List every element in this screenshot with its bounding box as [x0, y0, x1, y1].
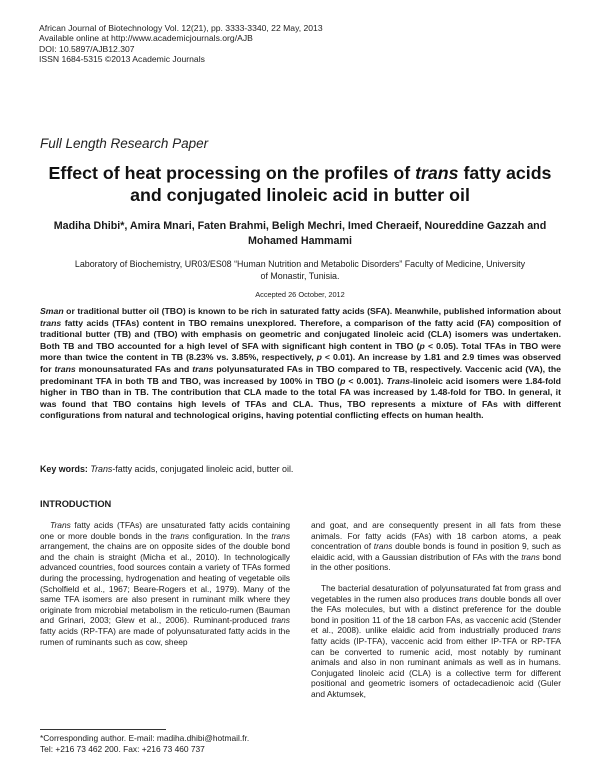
abstract-segment: p	[419, 340, 425, 351]
issn-line: ISSN 1684-5315 ©2013 Academic Journals	[39, 53, 205, 64]
text-italic: trans	[459, 593, 478, 604]
abstract-segment: trans	[192, 363, 214, 374]
intro-paragraph-continued	[311, 520, 561, 573]
abstract-segment: p	[340, 375, 346, 386]
intro-paragraph	[40, 520, 290, 647]
footnote-divider	[40, 729, 166, 730]
abstract-segment: monounsaturated FAs and	[75, 363, 193, 374]
availability-line: Available online at http://www.academicjournals.org/AJB	[39, 33, 253, 44]
abstract-segment: < 0.001).	[345, 375, 387, 386]
keywords-text: -fatty acids, conjugated linoleic acid, butter oil.	[112, 464, 294, 474]
text-segment: The bacterial desaturation of polyunsaturated fat from grass and vegetables in the rumen also produces	[311, 582, 561, 604]
text-italic: Trans	[50, 520, 71, 530]
text-segment: fatty acids (TFAs) are unsaturated fatty acids containing one or more double bonds in the	[40, 520, 290, 541]
paper-title	[40, 162, 560, 206]
abstract-segment: -linoleic acid isomers were 1.84-fold higher in TBO than in TB. The contribution that CLA made to the total FA was increased by 1.48-fold for TBO. In general, it was found that TBO contains high levels of TFAs and CLA. Thus, TBO represents a mixture of FAs with different configurations from natural and technological origins, having potential conflicting effects on human health.	[40, 375, 561, 421]
intro-paragraph	[311, 583, 561, 700]
abstract-segment: < 0.01). An increase by 1.81 and 2.9 times was observed for	[40, 352, 561, 374]
title-part-2: fatty acids and conjugated linoleic acid in butter oil	[130, 163, 552, 205]
paper-type: Full Length Research Paper	[40, 136, 209, 151]
text-italic: trans	[521, 551, 540, 562]
section-heading-introduction: INTRODUCTION	[40, 499, 112, 509]
abstract-segment: or traditional butter oil (TBO) is known to be rich in saturated fatty acids (SFA). Meanwhile, published information about	[63, 306, 561, 316]
title-part-1: Effect of heat processing on the profiles of	[48, 163, 416, 183]
journal-citation: African Journal of Biotechnology Vol. 12(21), pp. 3333-3340, 22 May, 2013	[39, 23, 323, 33]
abstract-segment: Trans	[386, 375, 410, 386]
text-segment: double bonds is found in position 9, such as elaidic acid, with a Gaussian distribution of FAs with the	[311, 541, 561, 562]
abstract-segment: p	[316, 352, 322, 363]
abstract-segment: trans	[54, 363, 76, 374]
author-list: Madiha Dhibi*, Amira Mnari, Faten Brahmi, Beligh Mechri, Imed Cheraeif, Noureddine Gazzah and Mohamed Hammami	[53, 220, 547, 247]
keywords-italic: Trans	[90, 464, 113, 474]
keywords	[40, 464, 560, 474]
abstract-segment: trans	[40, 317, 62, 328]
footnote-email: *Corresponding author. E-mail: madiha.dhibi@hotmail.fr.	[40, 733, 250, 743]
accepted-date: Accepted 26 October, 2012	[255, 290, 345, 299]
abstract-segment: < 0.05). Total TFAs in TBO were more than twice the content in TB (8.23% vs. 3.85%, respectively,	[40, 340, 562, 363]
text-segment: double bonds all over the FAs molecules, but with a distinct preference for the double bond in position 11 of the 18 carbon FAs, as vaccenic acid (Stender et al., 2008). unlike elaidic acid from industrially produced	[311, 593, 562, 636]
text-italic: trans	[542, 625, 561, 636]
text-segment: and goat, and are consequently present in all fats from these animals. For fatty acids (FAs) with 18 carbon atoms, a peak concentration of	[311, 520, 561, 552]
text-italic: trans	[271, 530, 291, 541]
footnote-phone: Tel: +216 73 462 200. Fax: +216 73 460 737	[40, 743, 205, 754]
doi-line: DOI: 10.5897/AJB12.307	[39, 43, 135, 54]
text-segment: fatty acids (IP-TFA), vaccenic acid from either IP-TFA or RP-TFA can be converted to rumenic acid, most notably by ruminant animals and also in non ruminant animals as well as in humans. Conjugated linoleic acid (CLA) is a collective term for different positional and geometric isomers of octadecadienoic acid (Guler and Aktumsek,	[311, 635, 561, 699]
abstract	[40, 306, 561, 422]
text-segment: arrangement, the chains are on opposite sides of the double bond and the chain is straight (Micha et al., 2010). In technologically advanced countries, food sources contain a variety of TFAs formed during the processing, hydrogenation and heating of vegetable oils (Scholfield et al., 1967; Beare-Rogers et al., 1979). Many of the same TFA isomers are also present in ruminant milk where they originate from microbial metabolism in the reticulo-rumen (Bauman and Grinari, 2003; Glew et al., 2006). Ruminant-produced	[40, 541, 290, 626]
abstract-segment: Sman	[40, 306, 64, 316]
corresponding-author-footnote	[40, 733, 300, 754]
keywords-label: Key words:	[40, 464, 88, 474]
intro-column-left	[40, 520, 290, 647]
abstract-segment: fatty acids (TFAs) content in TBO remains unexplored. Therefore, a comparison of the fatty acid (FA) composition of traditional butter (TB) and (TBO) with emphasis on geometric and conjugated linoleic acid (CLA) isomers was undertaken. Both TB and TBO accounted for a high level of SFA with significant high content in TBO (	[40, 317, 561, 351]
text-italic: trans	[271, 615, 290, 626]
text-italic: trans	[170, 530, 189, 541]
journal-header	[39, 23, 323, 64]
text-segment: bond in the other positions.	[311, 551, 561, 573]
affiliation: Laboratory of Biochemistry, UR03/ES08 “Human Nutrition and Metabolic Disorders” Faculty of Medicine, University of Monastir, Tunisia.	[74, 259, 526, 281]
text-italic: trans	[373, 541, 393, 552]
text-segment: configuration. In the	[188, 530, 272, 541]
intro-column-right	[311, 520, 561, 700]
text-segment: fatty acids (RP-TFA) are made of polyunsaturated fatty acids in the rumen of ruminants such as cow, sheep	[40, 625, 290, 647]
abstract-segment: polyunsaturated FAs in TBO compared to TB, respectively. Vaccenic acid (VA), the predominant TFA in both TB and TBO, was increased by 100% in TBO (	[40, 363, 561, 386]
title-italic: trans	[415, 163, 459, 183]
